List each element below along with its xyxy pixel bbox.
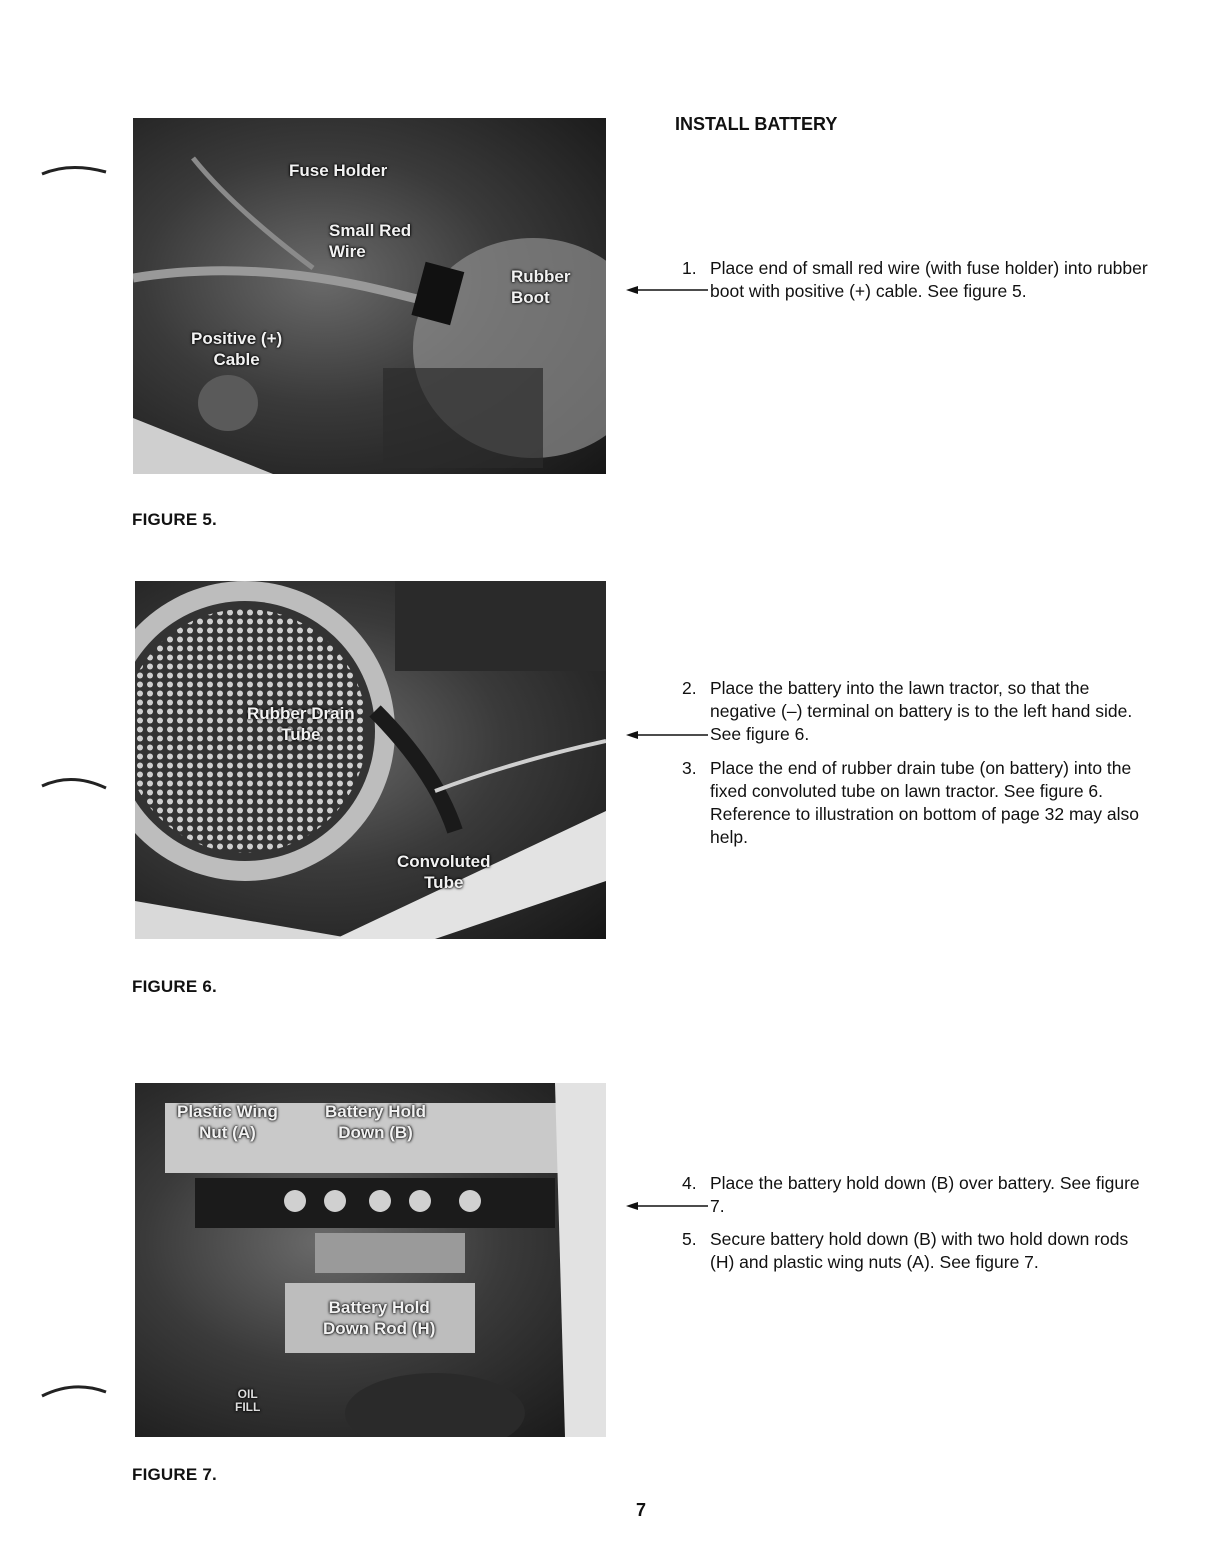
figure-5-caption: FIGURE 5. xyxy=(132,510,217,529)
step-text: Secure battery hold down (B) with two hold down rods (H) and plastic wing nuts (A). See figure 7. xyxy=(710,1229,1129,1272)
step-number: 3. xyxy=(682,758,697,778)
step-number: 2. xyxy=(682,678,697,698)
binder-mark-1 xyxy=(40,160,110,180)
step-text: Place end of small red wire (with fuse holder) into rubber boot with positive (+) cable. See figure 5. xyxy=(710,258,1148,301)
label-convoluted-tube: Convoluted Tube xyxy=(397,852,491,892)
label-positive-cable: Positive (+) Cable xyxy=(191,329,283,369)
step-number: 1. xyxy=(682,258,697,278)
page-number: 7 xyxy=(636,1500,647,1520)
step-text: Place the battery hold down (B) over battery. See figure 7. xyxy=(710,1173,1140,1216)
arrow-left-icon xyxy=(626,1200,710,1212)
label-plastic-wing-nut: Plastic Wing Nut (A) xyxy=(177,1102,278,1142)
figure-7-photo xyxy=(135,1083,606,1437)
label-small-red-wire: Small Red Wire xyxy=(329,221,412,261)
figure-6-photo-shapes xyxy=(135,581,606,939)
figure-6-photo xyxy=(135,581,606,939)
label-oil-fill: OIL FILL xyxy=(235,1387,261,1414)
step-number: 5. xyxy=(682,1229,697,1249)
figure-6-caption: FIGURE 6. xyxy=(132,977,217,996)
section-heading: INSTALL BATTERY xyxy=(675,114,838,134)
figure-7-caption: FIGURE 7. xyxy=(132,1465,217,1484)
label-battery-hold-down-rod: Battery Hold Down Rod (H) xyxy=(323,1298,436,1338)
label-rubber-boot: Rubber Boot xyxy=(511,267,571,307)
binder-mark-2 xyxy=(40,770,110,794)
figure-5-photo xyxy=(133,118,606,474)
step-text: Place the end of rubber drain tube (on battery) into the fixed convoluted tube on lawn tractor. See figure 6. Reference to illustration on bottom of page 32 may also help. xyxy=(710,758,1139,847)
arrow-left-icon xyxy=(626,729,710,741)
label-fuse-holder: Fuse Holder xyxy=(289,161,388,180)
label-rubber-drain-tube: Rubber Drain Tube xyxy=(247,704,355,744)
label-battery-hold-down: Battery Hold Down (B) xyxy=(325,1102,427,1142)
binder-mark-3 xyxy=(40,1378,110,1402)
step-number: 4. xyxy=(682,1173,697,1193)
step-text: Place the battery into the lawn tractor, so that the negative (–) terminal on battery is to the left hand side. See figure 6. xyxy=(710,678,1133,744)
arrow-left-icon xyxy=(626,284,710,296)
